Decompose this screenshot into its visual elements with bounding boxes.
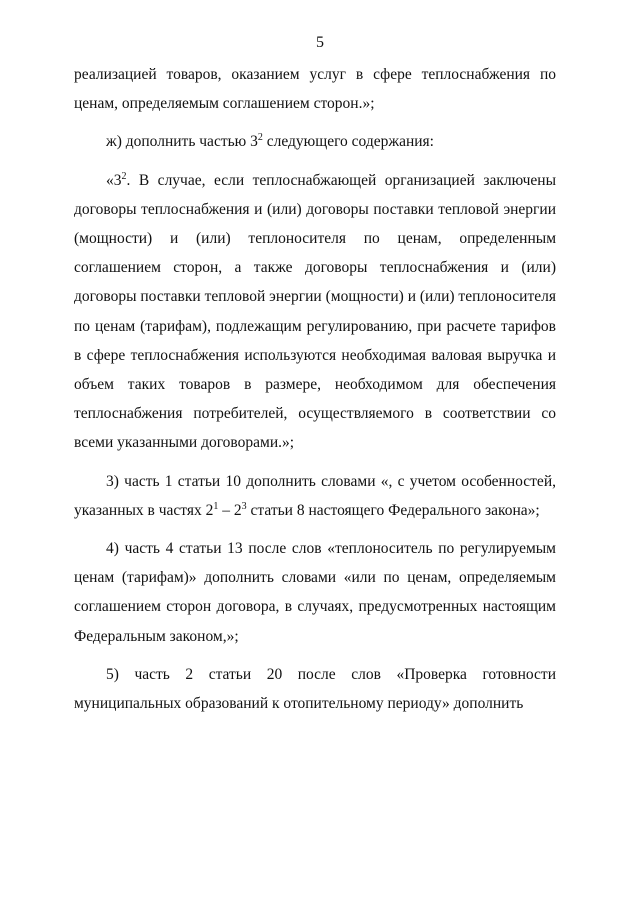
paragraph-part-3-2 (74, 166, 556, 458)
page-number: 5 (316, 34, 324, 51)
paragraph-item-5 (74, 660, 556, 718)
paragraph-text: – 2 (218, 501, 242, 519)
paragraph-text: реализацией товаров, оказанием услуг в сфере теплоснабжения по ценам, определяемым соглашением сторон.»; (74, 66, 556, 113)
paragraph-text: ж) дополнить частью 3 (106, 133, 258, 151)
document-body (74, 60, 556, 718)
superscript: 1 (213, 500, 219, 512)
paragraph-item-4 (74, 534, 556, 651)
superscript: 3 (241, 500, 247, 512)
superscript: 2 (121, 170, 127, 182)
paragraph-text: «3 (106, 171, 122, 189)
paragraph-text: . В случае, если теплоснабжающей организацией заключены договоры теплоснабжения и (или) договоры поставки тепловой энергии (мощности) и (или) теплоносителя по ценам, определенным соглашением сторон, а также договоры теплоснабжения и (или) договоры поставки тепловой энергии (мощности) и (или) теплоносителя по ценам (тарифам), подлежащим регулированию, при расчете тарифов в сфере теплоснабжения используются необходимая валовая выручка и объем таких товаров в размере, необходимом для обеспечения теплоснабжения потребителей, осуществляемого в соответствии со всеми указанными договорами.»; (74, 171, 556, 452)
paragraph-continuation (74, 60, 556, 118)
paragraph-item-zh (74, 127, 556, 156)
paragraph-text: следующего содержания: (262, 133, 434, 151)
paragraph-text: 4) часть 4 статьи 13 после слов «теплоноситель по регулируемым ценам (тарифам)» дополнить словами «или по ценам, определяемым соглашением сторон договора, в случаях, предусмотренных настоящим Федеральным законом,»; (74, 540, 556, 645)
superscript: 2 (257, 132, 263, 144)
paragraph-text: статьи 8 настоящего Федерального закона»; (246, 501, 540, 519)
paragraph-text: 3) часть 1 статьи 10 дополнить словами «, с учетом особенностей, указанных в частях 2 (74, 472, 556, 519)
paragraph-text: 5) часть 2 статьи 20 после слов «Проверка готовности муниципальных образований к отопительному периоду» дополнить (74, 665, 556, 713)
paragraph-item-3 (74, 467, 556, 525)
